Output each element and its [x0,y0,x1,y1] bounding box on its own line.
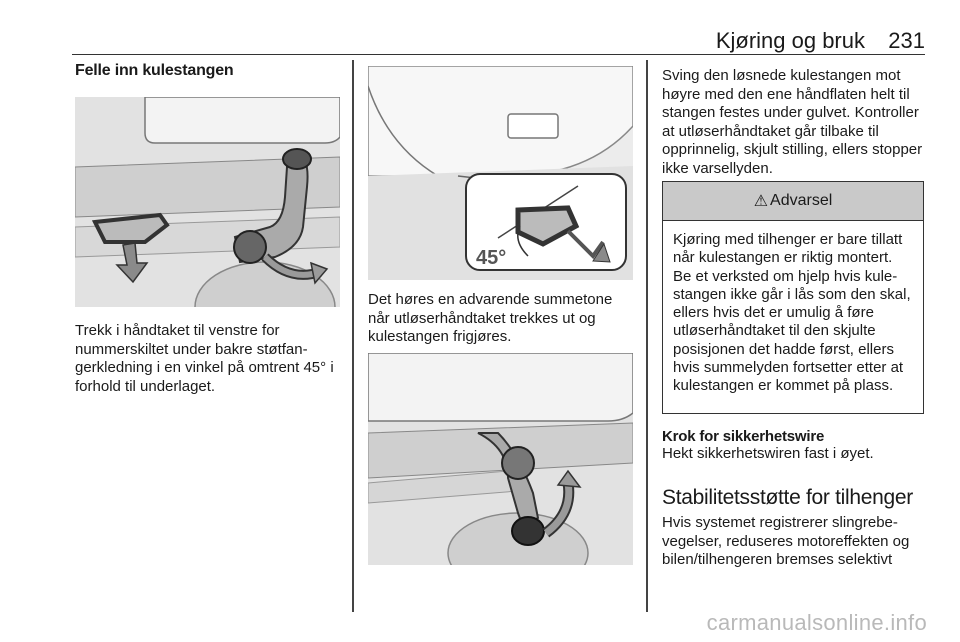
column-divider-1 [352,60,354,612]
section-heading-fold-in: Felle inn kulestangen [75,62,234,79]
page-title: Kjøring og bruk [715,28,865,53]
section-safety-wire [662,428,927,464]
watermark-text: carmanualsonline.info [706,610,927,635]
angle-label: 45° [476,247,507,269]
heading-stability: Stabilitetsstøtte for tilhenger [662,486,913,509]
illustration-pull-handle [75,97,340,307]
paragraph-swing-ball: Sving den løsnede kulestangen mot høyre med den ene håndflaten helt til stangen festes under gulvet. Kontroller at utløserhåndtaket går tilbake til opprinnelig, skjult stilling, ellers stopper ikke varsellyden. [662,67,923,177]
warning-title: Advarsel [770,192,833,209]
paragraph-safety-wire: Hekt sikkerhetswiren fast i øyet. [662,445,874,462]
column-1-text [75,322,345,396]
column-1 [75,62,340,80]
section-stability [662,486,932,570]
subheading-safety-wire: Krok for sikkerhetswire [662,428,825,445]
paragraph-warning-tone: Det høres en advarende summetone når utløserhåndtaket trekkes ut og kulestangen frigjøres. [368,291,613,345]
warning-body [663,221,923,396]
illustration-swing-ball [368,353,633,565]
column-divider-2 [646,60,648,612]
page-header [72,28,925,55]
warning-text: Kjøring med tilhenger er bare tillatt når kulestangen er riktig montert. Be et verksted om hjelp hvis kulestangen ikke går i lås som den skal, ellers hvis det er umulig å føre utløserhåndtaket til den skjulte posisjonen det hadde først, ellers hvis summelyden fortsetter etter at kulestangen er kommet på plass. [673,231,911,395]
warning-triangle-icon: ⚠ [753,193,769,210]
figure-pull-handle [75,97,340,307]
warning-header [663,182,923,221]
page-number: 231 [888,28,925,53]
column-3-text [662,67,926,178]
figure-swing-ball [368,353,633,565]
paragraph-pull-handle: Trekk i håndtaket til venstre for nummerskiltet under bakre støtfangerkledning i en vinkel på omtrent 45° i forhold til underlaget. [75,322,334,395]
paragraph-stability: Hvis systemet registrerer slingrebevegelser, reduseres motoreffekten og bilen/tilhengeren bremses selektivt [662,514,910,568]
illustration-rear-bumper [368,66,633,280]
warning-box [662,181,924,414]
figure-rear-bumper [368,66,633,280]
column-2-text [368,291,638,347]
